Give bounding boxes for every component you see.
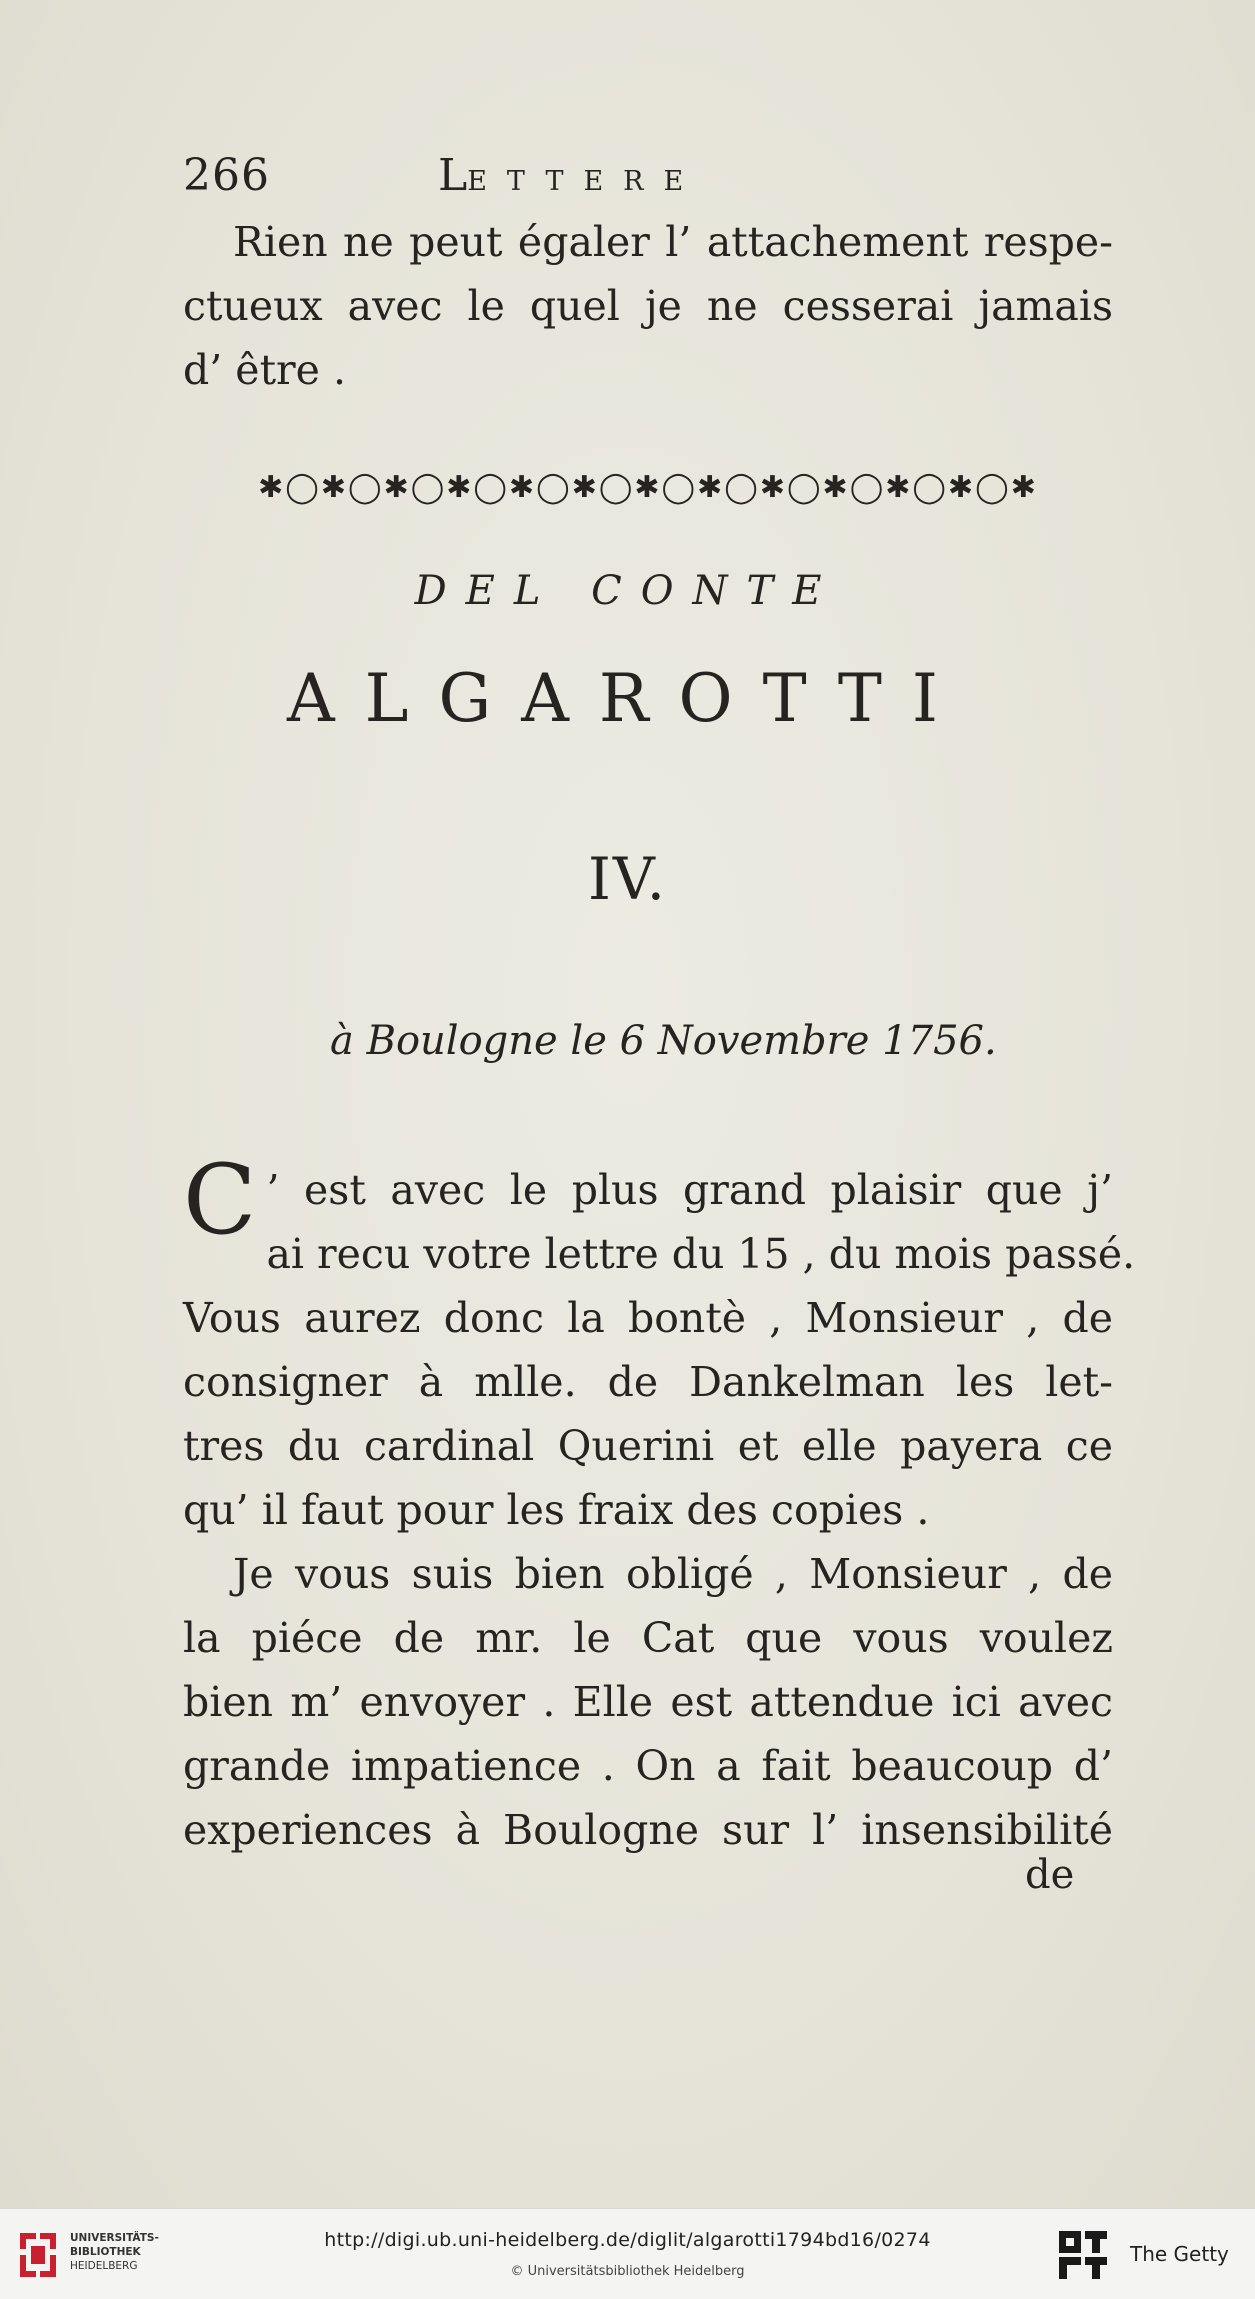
- copyright: © Universitätsbibliothek Heidelberg: [510, 2264, 745, 2279]
- text-line: Je vous suis bien obligé , Monsieur , de: [233, 1550, 1113, 1598]
- running-head-cap: L: [438, 150, 468, 201]
- library-line: HEIDELBERG: [70, 2260, 138, 2272]
- byline: DEL CONTE: [414, 568, 841, 614]
- text-line: consigner à mlle. de Dankelman les let-: [183, 1358, 1113, 1406]
- viewer-footer: [0, 2208, 1255, 2299]
- page-header: [183, 150, 1113, 210]
- permalink[interactable]: http://digi.ub.uni-heidelberg.de/diglit/algarotti1794bd16/0274: [324, 2229, 931, 2251]
- library-line: BIBLIOTHEK: [70, 2246, 141, 2258]
- text-line: grande impatience . On a fait beaucoup d’: [183, 1742, 1113, 1790]
- letter-number: IV.: [587, 845, 668, 913]
- text-line: Vous aurez donc la bontè , Monsieur , de: [183, 1294, 1113, 1342]
- text-line: ctueux avec le quel je ne cesserai jamais: [183, 282, 1113, 330]
- text-line: d’ être .: [183, 346, 346, 394]
- running-head: [438, 150, 703, 201]
- text-line: experiences à Boulogne sur l’ insensibilité: [183, 1806, 1113, 1854]
- running-head-rest: ETTERE: [467, 166, 704, 197]
- text-line: qu’ il faut pour les fraix des copies .: [183, 1486, 930, 1534]
- partner-name: The Getty: [1130, 2242, 1229, 2266]
- ornament-rule: ✱◯✱◯✱◯✱◯✱◯✱◯✱◯✱◯✱◯✱◯✱◯✱◯✱: [258, 470, 1038, 505]
- page-number: 266: [183, 150, 270, 201]
- letter-body: [183, 1144, 1136, 1862]
- text-line: ’ est avec le plus grand plaisir que j’: [266, 1166, 1113, 1214]
- getty-logo-icon: [1055, 2227, 1111, 2283]
- text-line: bien m’ envoyer . Elle est attendue ici avec: [183, 1678, 1113, 1726]
- text-line: Rien ne peut égaler l’ attachement respe-: [233, 218, 1113, 266]
- closing-paragraph: [183, 210, 1113, 402]
- dateline: à Boulogne le 6 Novembre 1756.: [330, 1018, 997, 1064]
- text-line: tres du cardinal Querini et elle payera ce: [183, 1422, 1113, 1470]
- drop-cap: C: [183, 1144, 257, 1256]
- text-line: la piéce de mr. le Cat que vous voulez: [183, 1614, 1113, 1662]
- author-name: ALGAROTTI: [286, 660, 969, 737]
- text-line: ai recu votre lettre du 15 , du mois passé.: [266, 1230, 1136, 1278]
- library-line: UNIVERSITÄTS-: [70, 2232, 159, 2244]
- catchword: de: [1025, 1852, 1075, 1898]
